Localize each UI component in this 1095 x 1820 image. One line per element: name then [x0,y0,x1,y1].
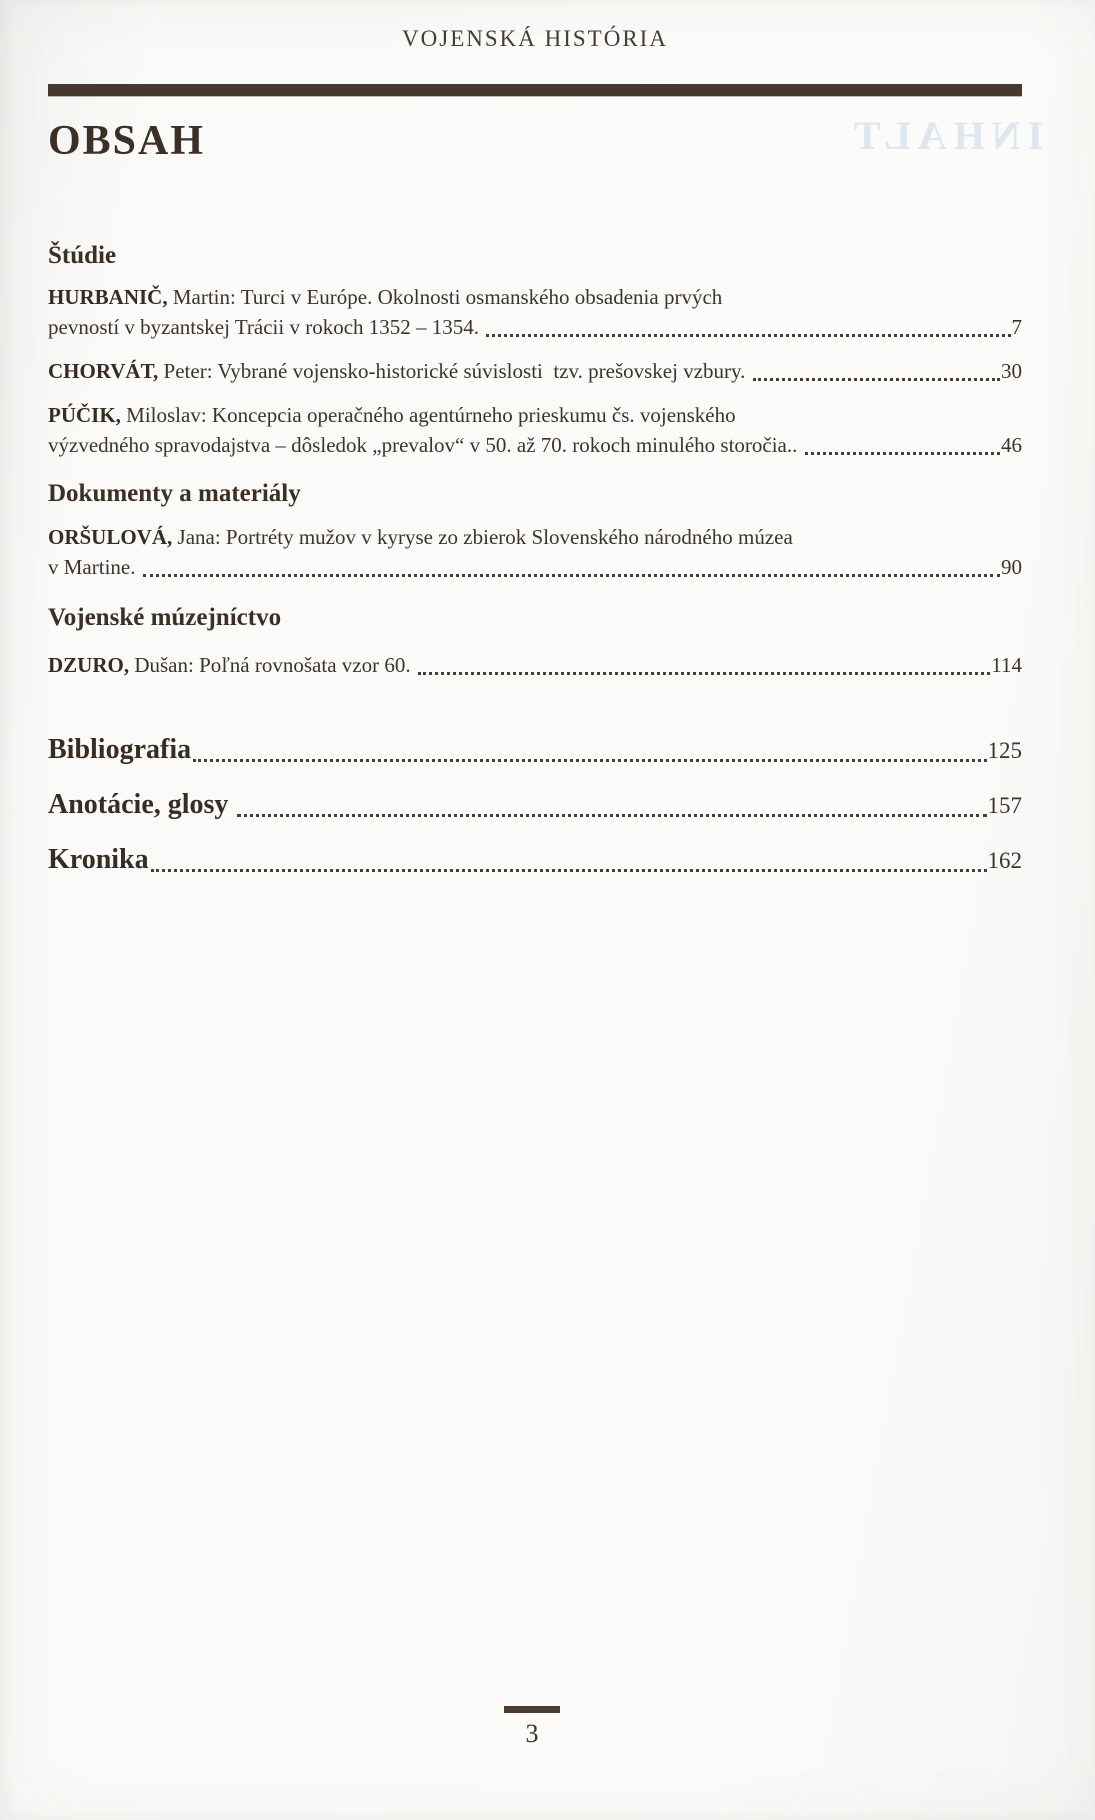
section-heading-dokumenty: Dokumenty a materiály [48,480,301,507]
footer-divider-rule [504,1706,560,1713]
toc-entry-line1 [48,282,1022,312]
toc-entry-line1 [48,522,1022,552]
dot-leader [151,869,987,872]
toc-entry-chorvat [48,356,1022,386]
dot-leader [753,378,1000,381]
ghost-bleedthrough-title: INHALT [846,113,1043,158]
header-divider-rule [48,84,1022,96]
dot-leader [143,574,1000,577]
section-heading-studie: Štúdie [48,242,117,269]
toc-text: Miloslav: Koncepcia operačného agentúrneho prieskumu čs. vojenského [120,403,736,427]
toc-text: Dušan: Poľná rovnošata vzor 60. [129,653,416,677]
dot-leader [805,452,1000,455]
toc-author: HURBANIČ, [48,285,168,309]
toc-page-number: 30 [1001,359,1022,383]
toc-page-number: 90 [1001,555,1022,579]
toc-entry-line2 [48,312,1022,342]
toc-author: DZURO, [48,653,130,677]
toc-label: Anotácie, glosy [48,789,236,820]
toc-text: v Martine. [48,555,141,579]
toc-text: Martin: Turci v Európe. Okolnosti osmanského obsadenia prvých [167,285,723,309]
toc-text: výzvedného spravodajstva – dôsledok „prevalov“ v 50. až 70. rokoch minulého storočia.. [48,433,803,457]
toc-author: PÚČIK, [48,403,121,427]
toc-page-number: 162 [987,848,1022,873]
toc-page-number: 114 [991,653,1022,677]
toc-entry-line1 [48,650,1022,680]
toc-entry-hurbanic [48,282,1022,342]
toc-entry-line2 [48,430,1022,460]
dot-leader [486,334,1010,337]
toc-text: Jana: Portréty mužov v kyryse zo zbierok Slovenského národného múzea [172,525,793,549]
footer-page-number: 3 [525,1719,539,1748]
dot-leader [418,672,990,675]
section-heading-muzejnictvo: Vojenské múzejníctvo [48,604,282,631]
toc-text: pevností v byzantskej Trácii v rokoch 1352 – 1354. [48,315,485,339]
toc-entry-line2 [48,552,1022,582]
toc-entry-pucik [48,400,1022,460]
journal-title: VOJENSKÁ HISTÓRIA [402,26,668,51]
bottom-entries [48,732,1022,879]
toc-entry-kronika [48,842,1022,879]
toc-label: Kronika [48,844,149,875]
toc-entry-bibliografia [48,732,1022,769]
toc-entry-anotacie [48,787,1022,824]
dot-leader [237,814,986,817]
toc-label: Bibliografia [48,734,192,765]
toc-author: CHORVÁT, [48,359,159,383]
toc-author: ORŠULOVÁ, [48,525,173,549]
toc-page-number: 125 [987,738,1022,763]
page-title: OBSAH [48,118,206,164]
toc-page-number: 157 [987,793,1022,818]
toc-page-number: 7 [1011,315,1022,339]
toc-entry-dzuro [48,650,1022,680]
toc-page-number: 46 [1001,433,1022,457]
toc-entry-orsulova [48,522,1022,582]
toc-entry-line1 [48,400,1022,430]
dot-leader [193,759,986,762]
toc-entry-line1 [48,356,1022,386]
toc-text: Peter: Vybrané vojensko-historické súvislosti tzv. prešovskej vzbury. [158,359,751,383]
